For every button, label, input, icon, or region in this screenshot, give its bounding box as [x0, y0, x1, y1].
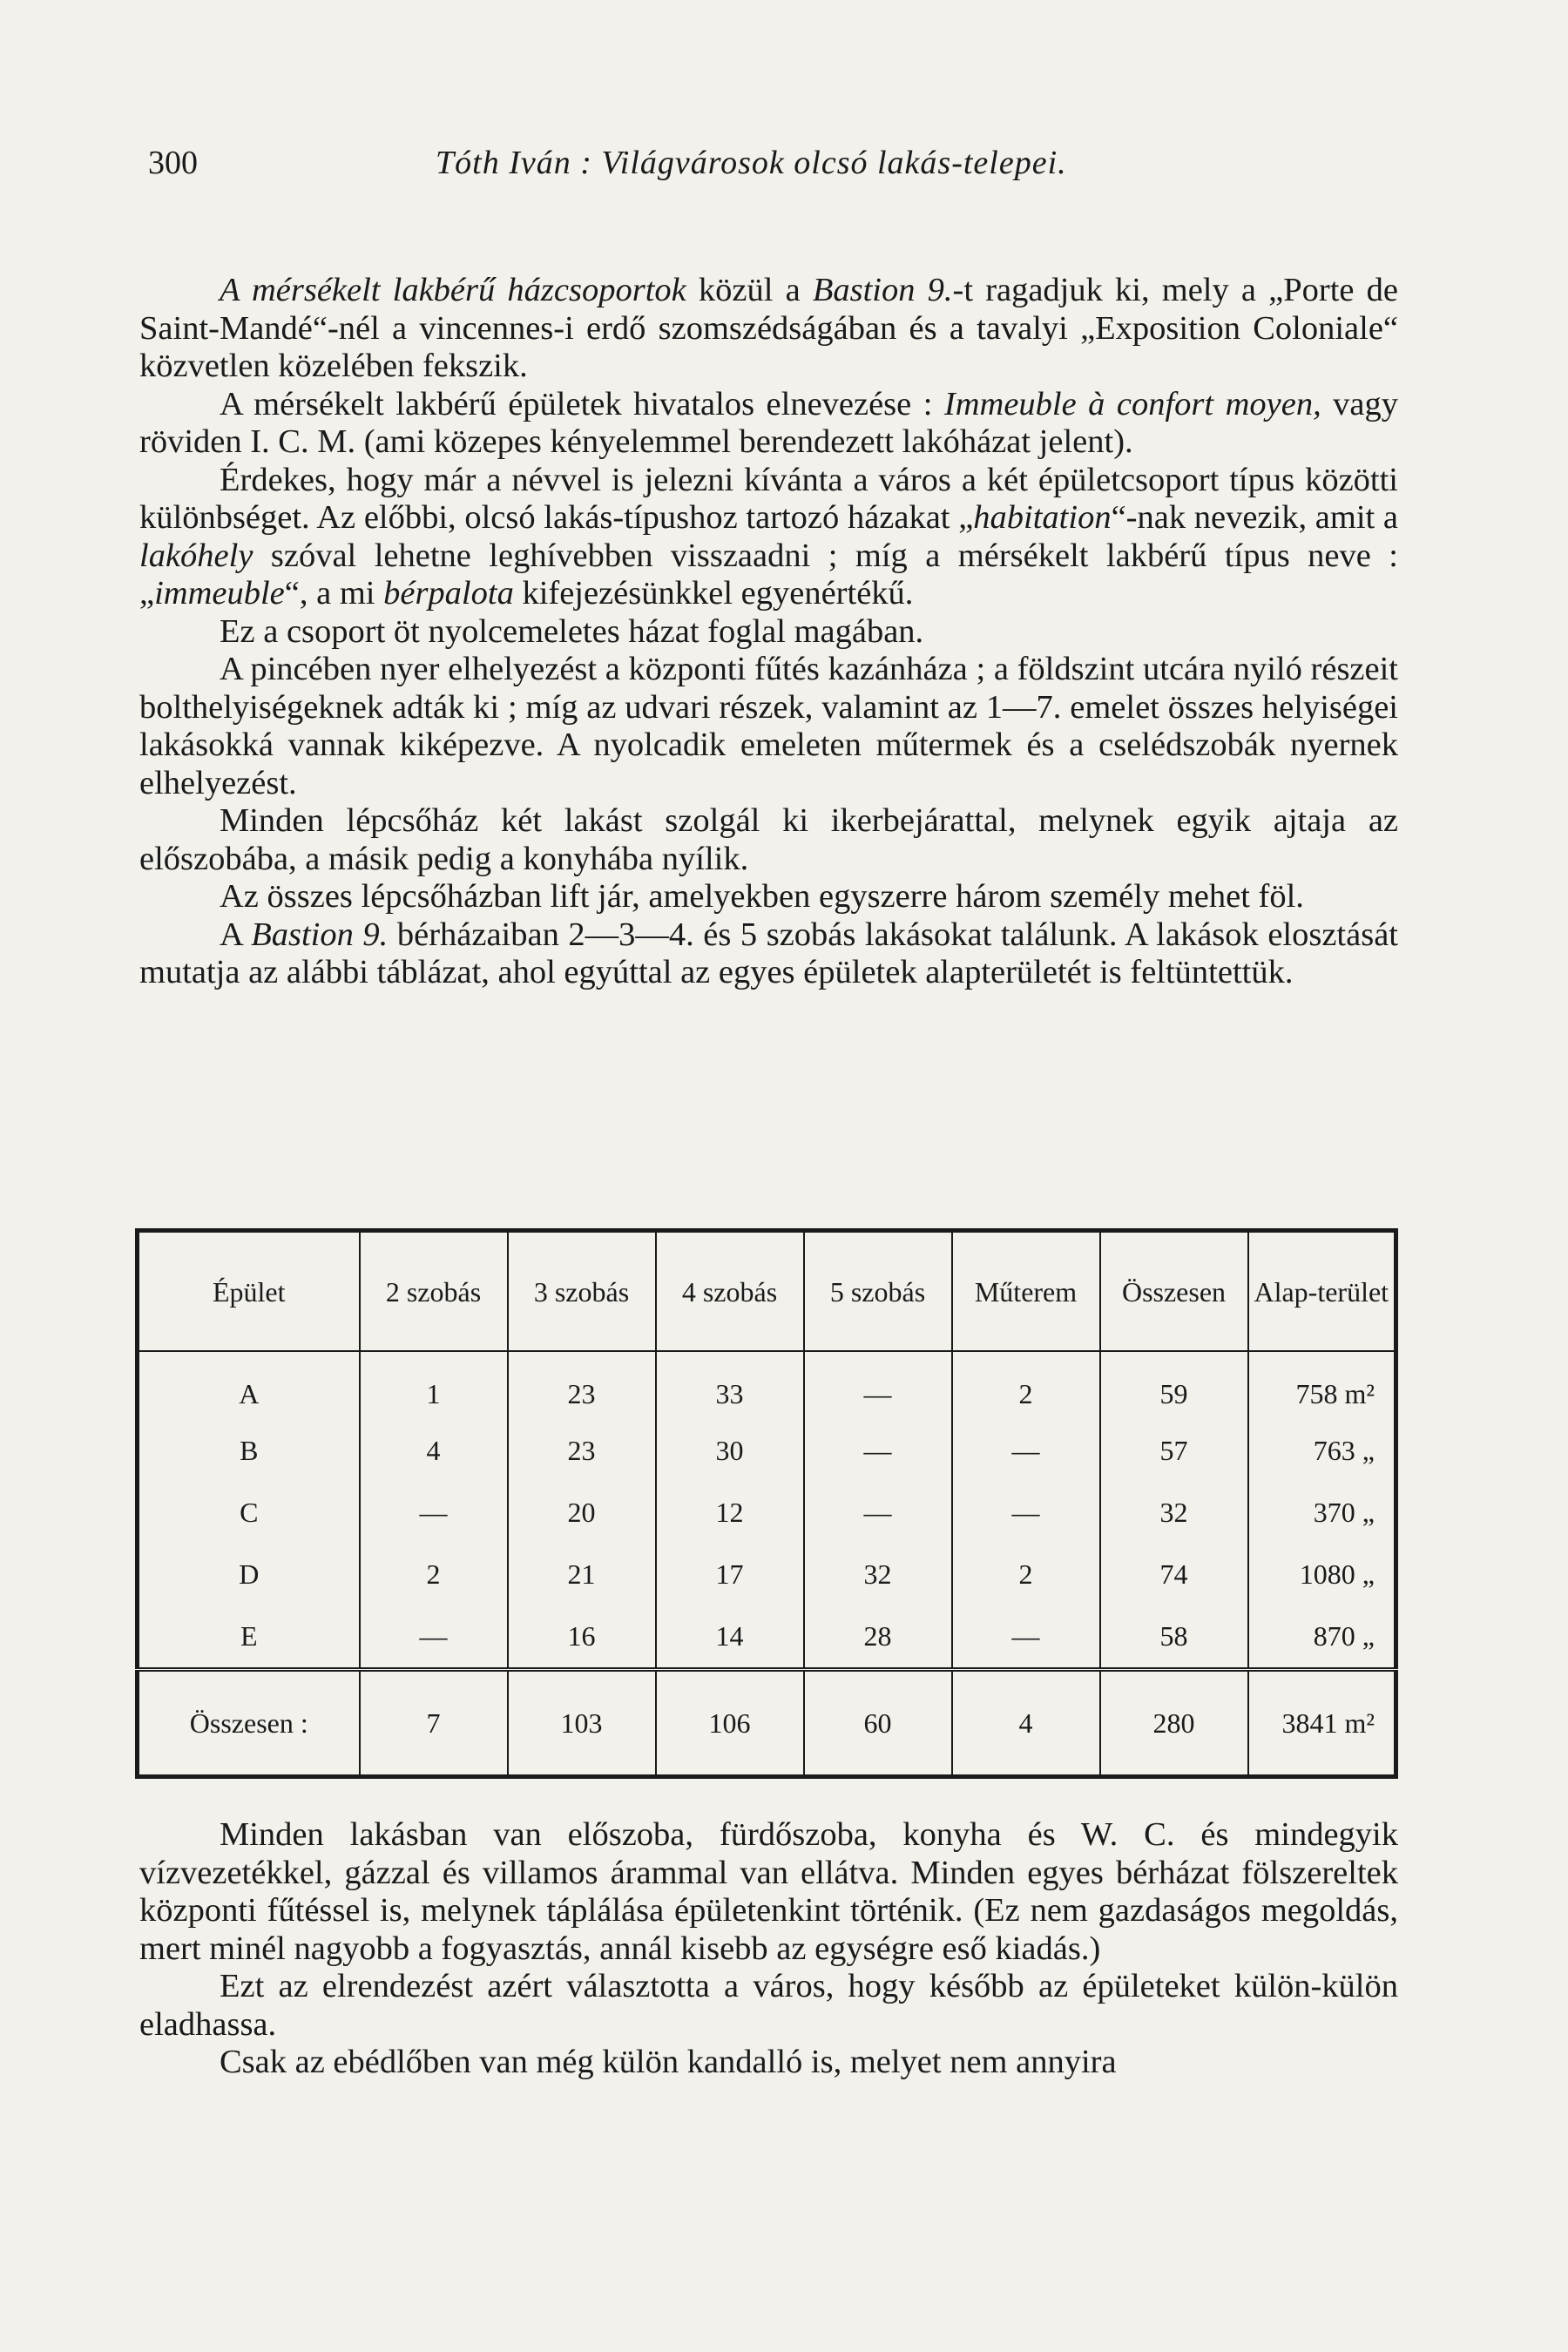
page-header	[148, 144, 1394, 193]
apartment-distribution-table	[135, 1228, 1398, 1779]
table-cell: —	[952, 1482, 1100, 1544]
column-header: Összesen	[1100, 1231, 1248, 1352]
text-run: bérházaiban 2—3—4. és 5 szobás lakásokat találunk. A lakások elosztását mutatja az alábbi táblázat, ahol egyúttal az egyes épületek alapterületét is feltüntettük.	[139, 916, 1398, 990]
emphasis: Bastion 9.	[812, 272, 953, 308]
table-cell: —	[952, 1420, 1100, 1482]
paragraph: Minden lakásban van előszoba, fürdőszoba, konyha és W. C. és mindegyik vízvezetékkel, gázzal és villamos árammal van ellátva. Minden egyes bérházat fölszereltek központi fűtéssel is, melynek táplálása épületenkint történik. (Ez nem gazdaságos megoldás, mert minél nagyobb a fogyasztás, annál kisebb az egységre eső kiadás.)	[139, 1816, 1398, 1967]
text-run: közül a	[686, 272, 813, 308]
paragraph	[139, 462, 1398, 613]
table-cell: 20	[508, 1482, 656, 1544]
column-header: Műterem	[952, 1231, 1100, 1352]
emphasis: bérpalota	[383, 575, 514, 612]
table-cell: 1080 „	[1248, 1544, 1396, 1605]
table-cell: 3841 m²	[1248, 1670, 1396, 1777]
text-run: -t ragadjuk ki, mely a „Porte de Saint-Mandé“-nél a vincennes-i erdő szomszédságában és a tavalyi „Exposition Coloniale“ közvetlen közelében fekszik.	[139, 272, 1398, 384]
table-cell: —	[804, 1351, 952, 1420]
body-text-lower	[139, 1816, 1398, 2082]
column-header: 2 szobás	[360, 1231, 508, 1352]
emphasis: immeuble	[154, 575, 285, 612]
table-cell: 57	[1100, 1420, 1248, 1482]
paragraph	[139, 802, 1398, 878]
table-cell: 58	[1100, 1605, 1248, 1670]
paragraph: Csak az ebédlőben van még külön kandalló is, melyet nem annyira	[220, 2044, 1117, 2080]
table-cell: 2	[952, 1544, 1100, 1605]
table-cell: 60	[804, 1670, 952, 1777]
body-text-upper	[139, 272, 1398, 992]
table-cell: 17	[656, 1544, 804, 1605]
table-cell: —	[804, 1420, 952, 1482]
table-cell: 30	[656, 1420, 804, 1482]
text-run: Az összes lépcsőházban lift jár, amelyekben egyszerre három személy mehet föl.	[220, 878, 1304, 915]
table-header-row	[138, 1231, 1396, 1352]
emphasis: lakóhely	[139, 537, 253, 574]
text-run: Ez a csoport öt nyolcemeletes házat foglal magában.	[220, 612, 924, 650]
table-cell: C	[240, 1497, 259, 1528]
table-cell: —	[360, 1482, 508, 1544]
table-row	[138, 1605, 1396, 1670]
text-run: kifejezésünkkel egyenértékű.	[513, 575, 914, 612]
paragraph	[139, 878, 1398, 916]
emphasis: A mérsékelt lakbérű házcsoportok	[220, 272, 686, 308]
table-cell: 370 „	[1248, 1482, 1396, 1544]
table-cell: 16	[508, 1605, 656, 1670]
table-cell: 870 „	[1248, 1605, 1396, 1670]
table-cell: 1	[360, 1351, 508, 1420]
paragraph	[139, 272, 1398, 386]
paragraph	[139, 386, 1398, 462]
table-cell: 7	[360, 1670, 508, 1777]
table-cell: 106	[656, 1670, 804, 1777]
table-cell: 758 m²	[1248, 1351, 1396, 1420]
table-row	[138, 1351, 1396, 1420]
table-cell: 21	[508, 1544, 656, 1605]
column-header: Alap-terület	[1248, 1231, 1396, 1352]
table-cell: 4	[952, 1670, 1100, 1777]
emphasis: Immeuble à confort moyen,	[943, 385, 1321, 422]
table-row	[138, 1544, 1396, 1605]
text-run: A mérsékelt lakbérű épületek hivatalos elnevezése :	[220, 385, 944, 422]
column-header: Épület	[138, 1231, 360, 1352]
text-run: “, a mi	[284, 575, 384, 612]
text-run: vagy röviden I. C. M. (ami közepes kényelemmel berendezett lakóházat jelent).	[139, 385, 1399, 460]
table-cell: 59	[1100, 1351, 1248, 1420]
table-cell: 33	[656, 1351, 804, 1420]
table-cell: 12	[656, 1482, 804, 1544]
table-cell: 23	[508, 1351, 656, 1420]
table-cell: 2	[360, 1544, 508, 1605]
column-header: 3 szobás	[508, 1231, 656, 1352]
table-cell: 28	[804, 1605, 952, 1670]
table-cell: E	[240, 1620, 258, 1652]
table-cell: 74	[1100, 1544, 1248, 1605]
table-cell: 2	[952, 1351, 1100, 1420]
emphasis: Bastion 9.	[251, 916, 389, 953]
table-cell: D	[239, 1558, 260, 1590]
text-run: szóval lehetne leghívebben visszaadni ; míg a mérsékelt lakbérű típus neve : „	[139, 537, 1398, 612]
text-run: A pincében nyer elhelyezést a központi fűtés kazánháza ; a földszint utcára nyiló részeit bolthelyiségeknek adták ki ; míg az udvari részek, valamint az 1—7. emelet összes helyiségei lakásokká vannak kiképezve. A nyolcadik emeleten műtermek és a cselédszobák nyernek elhelyezést.	[139, 651, 1398, 801]
page-number: 300	[148, 145, 198, 181]
text-run: Érdekes, hogy már a névvel is jelezni kívánta a város a két épületcsoport típus közötti különbséget. Az előbbi, olcsó lakás-típushoz tartozó házakat „	[139, 461, 1398, 536]
paragraph	[139, 651, 1398, 802]
table-cell: 14	[656, 1605, 804, 1670]
paragraph	[139, 916, 1398, 992]
table-cell: Összesen :	[138, 1670, 360, 1777]
table-cell: 4	[360, 1420, 508, 1482]
table-row	[138, 1482, 1396, 1544]
table-cell: B	[240, 1435, 259, 1466]
table-cell: 32	[804, 1544, 952, 1605]
table-cell: A	[239, 1377, 260, 1409]
table-row	[138, 1420, 1396, 1482]
column-header: 5 szobás	[804, 1231, 952, 1352]
table-cell: 23	[508, 1420, 656, 1482]
table-cell: 32	[1100, 1482, 1248, 1544]
table-cell: —	[952, 1605, 1100, 1670]
table-total-row	[138, 1670, 1396, 1777]
running-title: Tóth Iván : Világvárosok olcsó lakás-telepei.	[436, 145, 1067, 181]
paragraph	[139, 613, 1398, 652]
emphasis: habitation	[973, 499, 1112, 536]
table-cell: —	[360, 1605, 508, 1670]
text-run: A	[220, 916, 252, 953]
table-cell: 103	[508, 1670, 656, 1777]
table-cell: 280	[1100, 1670, 1248, 1777]
column-header: 4 szobás	[656, 1231, 804, 1352]
paragraph: Ezt az elrendezést azért választotta a város, hogy később az épületeket külön-külön eladhassa.	[139, 1968, 1398, 2043]
text-run: “-nak nevezik, amit a	[1111, 499, 1398, 536]
text-run: Minden lépcsőház két lakást szolgál ki ikerbejárattal, melynek egyik ajtaja az előszobába, a másik pedig a konyhába nyílik.	[139, 802, 1398, 877]
table-cell: 763 „	[1248, 1420, 1396, 1482]
table-cell: —	[804, 1482, 952, 1544]
